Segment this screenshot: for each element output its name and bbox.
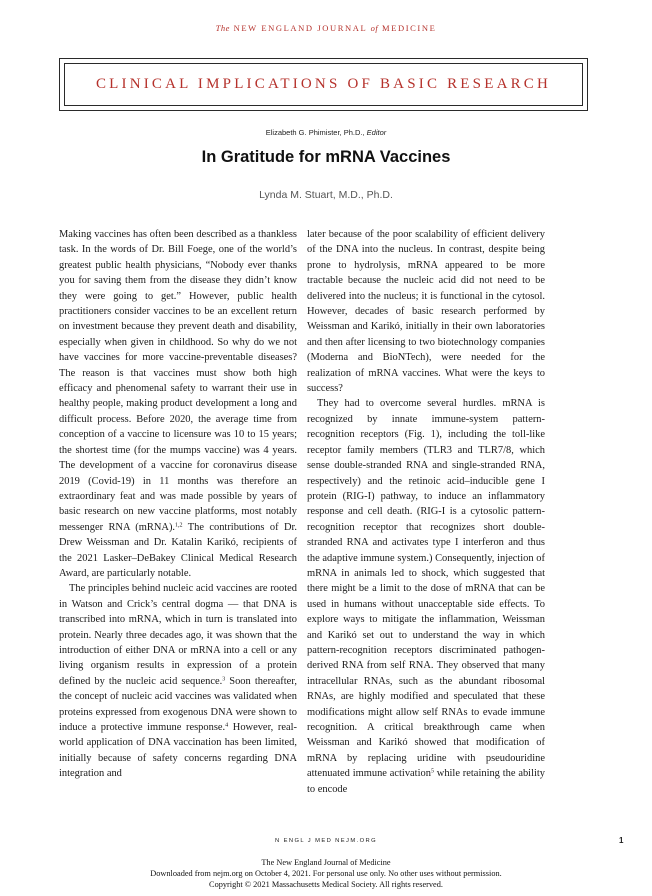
article-author: Lynda M. Stuart, M.D., Ph.D. <box>259 189 393 201</box>
masthead-of: of <box>370 23 379 33</box>
paragraph <box>59 227 297 581</box>
paragraph <box>307 396 545 797</box>
body-column-left <box>59 227 297 782</box>
masthead-the: The <box>215 23 230 33</box>
editor-name: Elizabeth G. Phimister, Ph.D., <box>265 128 365 137</box>
page-number: 1 <box>619 836 624 845</box>
citation-superscript[interactable]: 5 <box>430 768 434 775</box>
download-notice <box>0 857 652 890</box>
notice-journal: The New England Journal of Medicine <box>261 858 391 867</box>
citation-superscript[interactable]: 1,2 <box>175 522 183 529</box>
editor-credit <box>0 128 652 137</box>
editor-role: Editor <box>366 128 387 137</box>
masthead-medicine: MEDICINE <box>382 23 437 33</box>
paragraph: later because of the poor scalability of efficient delivery of the DNA into the nucleus. In contrast, despite being prone to hydrolysis, mRNA appeared to be more tractable because the nucleic acid did not need to be delivered into the nucleus; it is functional in the cytosol. However, decades of basic research performed by Weissman and Karikó, initially in their own laboratories and then after licensing to two biotechnology companies (Moderna and BioNTech), were needed for the realization of mRNA vaccines. What were the keys to success? <box>307 229 545 395</box>
paragraph-text: The principles behind nucleic acid vaccines are rooted in Watson and Crick’s central dogma — that DNA is transcribed into mRNA, which in turn is translated into protein. Nearly three decades ago, it was shown that the introduction of either DNA or mRNA into a cell or any living organism results in expression of a protein defined by the nucleic acid sequence. <box>59 583 297 687</box>
citation-superscript[interactable]: 3 <box>222 676 226 683</box>
section-banner <box>59 58 588 111</box>
section-title: CLINICAL IMPLICATIONS OF BASIC RESEARCH <box>95 76 552 92</box>
paragraph-text: The contributions of Dr. Drew Weissman and Dr. Katalin Karikó, recipients of the 2021 Lasker–DeBakey Clinical Medical Research Award, are particularly notable. <box>59 521 297 579</box>
paragraph-text: Making vaccines has often been described as a thankless task. In the words of Dr. Bill Foege, one of the world’s greatest public health physicians, “Nobody ever thanks you for saving them from the disease they didn’t know they were going to get.” However, public health practitioners consider vaccines to be an excellent return on investment because they prevent death and disability, especially when given in childhood. So why do we not have vaccines for more vaccine-preventable diseases? The reason is that vaccines must show both high efficacy and phenomenal safety to warrant their use in healthy people, making product development a long and difficult process. Before 2020, the average time from conception of a vaccine to licensure was 10 to 15 years; the shortest time (for the mumps vaccine) was 4 years. The development of a vaccine for coronavirus disease 2019 (Covid-19) in 11 months was therefore an extraordinary feat and was made possible by years of basic research on new vaccine platforms, most notably messenger RNA (mRNA). <box>59 229 297 533</box>
notice-download: Downloaded from nejm.org on October 4, 2021. For personal use only. No other uses without permission. <box>150 869 502 878</box>
masthead-name: NEW ENGLAND JOURNAL <box>233 23 367 33</box>
running-footer: N ENGL J MED NEJM.ORG <box>275 838 377 844</box>
body-column-right <box>307 227 545 797</box>
paragraph-text: while retaining the ability to encode <box>307 768 545 795</box>
paragraph-text: They had to overcome several hurdles. mRNA is recognized by innate immune-system pattern-recognition receptors (Fig. 1), including the toll-like receptor family members (TLR3 and TLR7/8, which sense double-stranded RNA and single-stranded RNA, respectively) and the retinoic acid–inducible gene I protein (RIG-I) pathway, to induce an inflammatory response and cell death. (RIG-I is a cytosolic pattern-recognition receptor that recognizes short double-stranded RNA and activates type I interferon and thus the adaptive immune system.) Consequently, injection of mRNA in animals led to shock, which suggested that there might be a limit to the dose of mRNA that can be used in humans without unacceptable side effects. To explore ways to mitigate the inflammation, Weissman and Karikó set out to understand the way in which pattern-recognition receptors discriminated pathogen-derived RNA from self RNA. They observed that many intracellular RNAs, such as the abundant ribosomal RNAs, are highly modified and speculated that these modifications might allow self RNAs to evade immune recognition. A critical breakthrough came when Weissman and Karikó showed that modification of mRNA by replacing uridine with pseudouridine attenuated immune activation <box>307 398 545 780</box>
journal-masthead <box>0 23 652 33</box>
paragraph-text: Soon thereafter, the concept of nucleic acid vaccines was validated when proteins expressed from exogenous DNA were shown to induce a protective immune response. <box>59 675 297 733</box>
notice-copyright: Copyright © 2021 Massachusetts Medical Society. All rights reserved. <box>209 880 443 889</box>
paragraph <box>59 581 297 781</box>
citation-superscript[interactable]: 4 <box>225 722 229 729</box>
article-title: In Gratitude for mRNA Vaccines <box>201 148 451 166</box>
paragraph-text: However, real-world application of DNA vaccination has been limited, initially because of safety concerns regarding DNA integration and <box>59 722 298 780</box>
section-banner-inner <box>64 63 583 106</box>
